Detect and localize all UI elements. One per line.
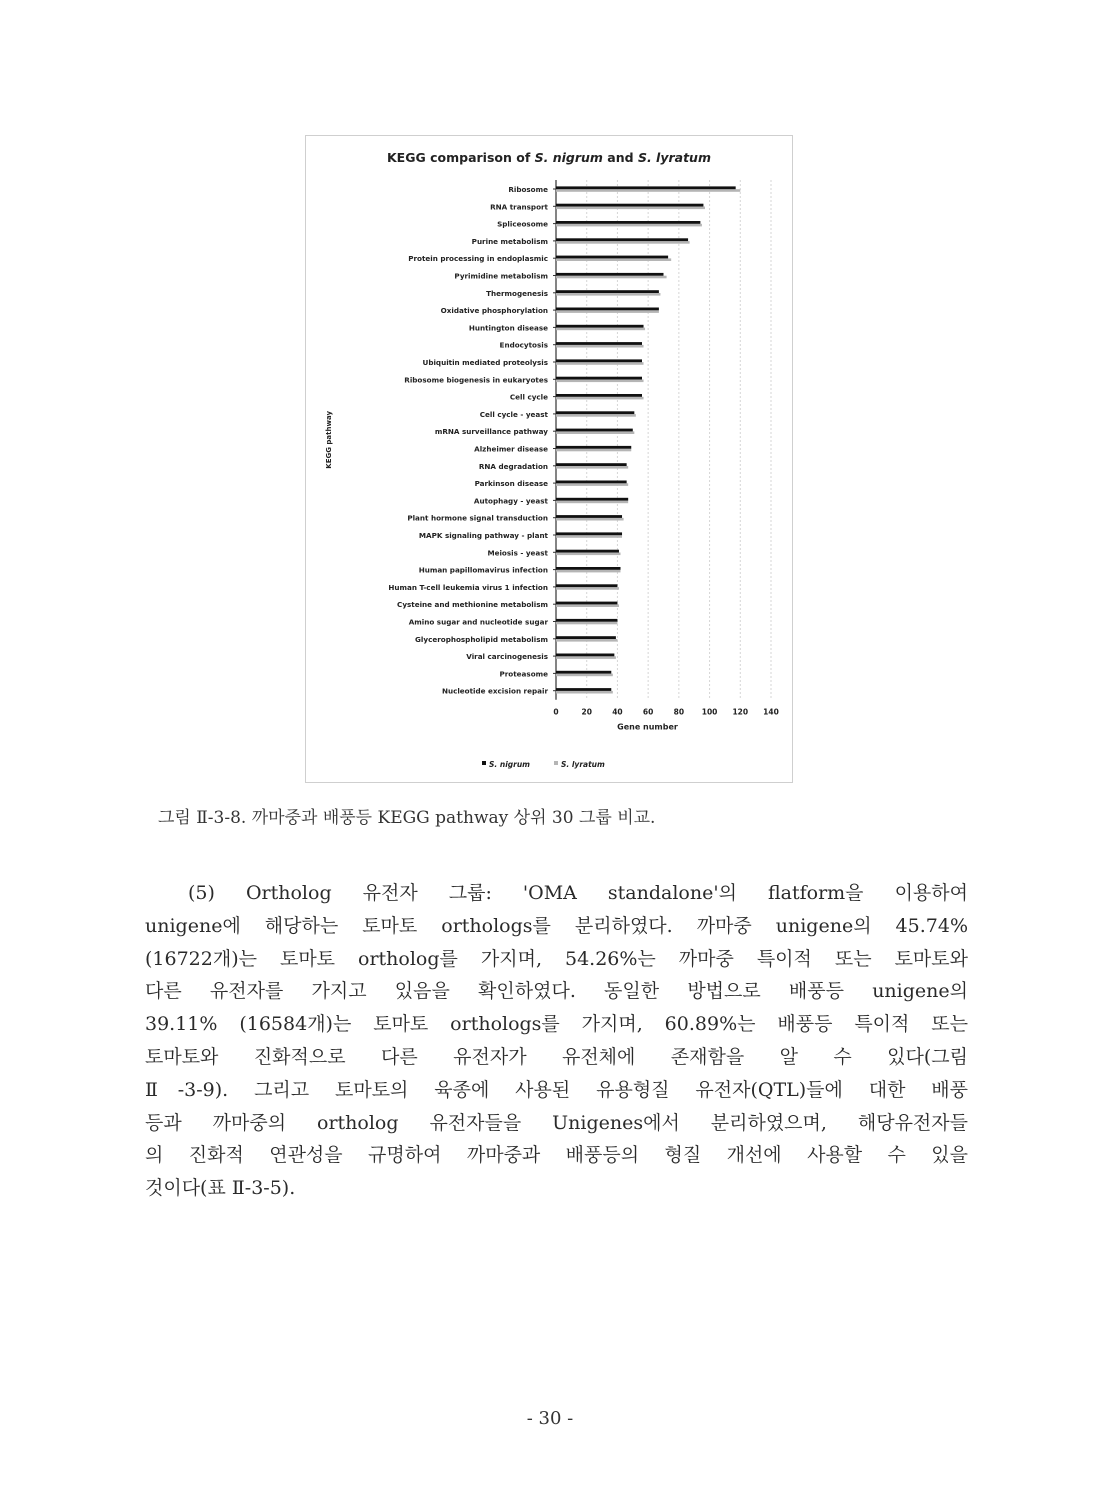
x-tick-label: 60 bbox=[642, 707, 654, 717]
x-tick-label: 120 bbox=[732, 707, 749, 717]
category-label: Ubiquitin mediated proteolysis bbox=[422, 358, 548, 367]
category-label: Cysteine and methionine metabolism bbox=[397, 600, 548, 610]
x-tick-label: 20 bbox=[581, 707, 592, 717]
bar-s-nigrum bbox=[556, 654, 614, 657]
category-label: Meiosis - yeast bbox=[487, 548, 548, 558]
bar-s-lyratum bbox=[556, 276, 667, 279]
bar-s-nigrum bbox=[556, 446, 631, 449]
category-label: Human papillomavirus infection bbox=[418, 565, 548, 575]
bar-s-lyratum bbox=[556, 207, 705, 210]
paragraph-line: (16722개)는 토마토 ortholog를 가지며, 54.26%는 까마중 특이적 또는 토마토와 bbox=[145, 947, 968, 970]
category-label: Purine metabolism bbox=[471, 236, 548, 246]
bar-s-nigrum bbox=[556, 290, 659, 293]
bar-s-lyratum bbox=[556, 622, 617, 625]
x-tick-label: 0 bbox=[553, 707, 559, 717]
category-label: Viral carcinogenesis bbox=[466, 652, 548, 662]
bar-s-nigrum bbox=[556, 325, 644, 328]
category-label: RNA degradation bbox=[478, 461, 548, 471]
category-label: Parkinson disease bbox=[474, 479, 548, 489]
category-label: Cell cycle bbox=[509, 392, 548, 402]
bar-s-nigrum bbox=[556, 342, 642, 345]
bar-s-lyratum bbox=[556, 604, 619, 607]
category-label: Protein processing in endoplasmic bbox=[408, 254, 548, 264]
figure-caption: 그림 Ⅱ-3-8. 까마중과 배풍등 KEGG pathway 상위 30 그룹 비교. bbox=[158, 808, 656, 828]
bar-s-lyratum bbox=[556, 570, 621, 573]
legend-swatch-s-lyratum bbox=[554, 761, 558, 765]
category-label: Amino sugar and nucleotide sugar bbox=[408, 617, 548, 627]
bar-s-lyratum bbox=[556, 449, 631, 452]
category-label: Huntington disease bbox=[468, 323, 548, 333]
bar-s-lyratum bbox=[556, 189, 740, 192]
category-label: Glycerophospholipid metabolism bbox=[415, 634, 548, 644]
bar-s-nigrum bbox=[556, 273, 664, 276]
bar-s-lyratum bbox=[556, 258, 671, 261]
bar-s-lyratum bbox=[556, 466, 628, 469]
bar-s-nigrum bbox=[556, 411, 634, 414]
paragraph-line: 것이다(표 Ⅱ-3-5). bbox=[145, 1177, 296, 1200]
category-label: Autophagy - yeast bbox=[473, 496, 548, 506]
category-label: RNA transport bbox=[490, 202, 548, 212]
category-label: Thermogenesis bbox=[486, 288, 548, 298]
bar-s-nigrum bbox=[556, 532, 622, 535]
category-label: Proteasome bbox=[499, 669, 548, 679]
category-label: Ribosome bbox=[508, 185, 548, 194]
bar-s-lyratum bbox=[556, 656, 616, 659]
bar-s-lyratum bbox=[556, 674, 613, 677]
x-tick-label: 140 bbox=[763, 707, 779, 717]
paragraph-line: Ⅱ-3-9). 그리고 토마토의 육종에 사용된 유용형질 유전자(QTL)들에 대한 배풍 bbox=[145, 1078, 968, 1101]
paragraph-line: unigene에 해당하는 토마토 orthologs를 분리하였다. 까마중 unigene의 45.74% bbox=[145, 914, 968, 937]
y-axis-label: KEGG pathway bbox=[325, 410, 333, 469]
bar-s-lyratum bbox=[556, 501, 628, 504]
bar-s-lyratum bbox=[556, 310, 659, 313]
bar-s-nigrum bbox=[556, 636, 616, 639]
bar-s-nigrum bbox=[556, 308, 659, 311]
category-label: Human T-cell leukemia virus 1 infection bbox=[388, 582, 548, 592]
bar-s-nigrum bbox=[556, 394, 642, 397]
bar-s-nigrum bbox=[556, 377, 642, 380]
bar-s-nigrum bbox=[556, 221, 700, 224]
figure-frame bbox=[305, 135, 793, 783]
bar-s-nigrum bbox=[556, 567, 621, 570]
bar-s-lyratum bbox=[556, 483, 628, 486]
paragraph-line: 다른 유전자를 가지고 있음을 확인하였다. 동일한 방법으로 배풍등 unigene의 bbox=[145, 980, 968, 1003]
x-tick-label: 100 bbox=[701, 707, 718, 717]
category-label: Spliceosome bbox=[497, 219, 548, 229]
bar-s-lyratum bbox=[556, 691, 613, 694]
bar-s-nigrum bbox=[556, 186, 736, 189]
bar-s-lyratum bbox=[556, 414, 636, 417]
bar-s-nigrum bbox=[556, 619, 617, 622]
x-tick-label: 40 bbox=[612, 707, 623, 717]
category-label: Oxidative phosphorylation bbox=[440, 306, 548, 316]
bar-s-nigrum bbox=[556, 359, 642, 362]
x-axis-label: Gene number bbox=[617, 722, 678, 732]
paragraph-line: 토마토와 진화적으로 다른 유전자가 유전체에 존재함을 알 수 있다(그림 bbox=[145, 1045, 968, 1068]
bar-s-lyratum bbox=[556, 380, 644, 383]
bar-s-lyratum bbox=[556, 518, 624, 521]
legend-label-s-lyratum: S. lyratum bbox=[561, 760, 605, 769]
paragraph-line: 의 진화적 연관성을 규명하여 까마중과 배풍등의 형질 개선에 사용할 수 있을 bbox=[145, 1144, 968, 1167]
category-label: MAPK signaling pathway - plant bbox=[418, 531, 548, 540]
bar-s-lyratum bbox=[556, 535, 622, 538]
bar-s-lyratum bbox=[556, 639, 617, 642]
category-label: Cell cycle - yeast bbox=[479, 409, 548, 419]
category-label: Pyrimidine metabolism bbox=[454, 271, 548, 281]
bar-s-lyratum bbox=[556, 397, 644, 400]
paragraph-line: 등과 까마중의 ortholog 유전자들을 Unigenes에서 분리하였으며, 해당유전자들 bbox=[145, 1111, 968, 1134]
bar-s-nigrum bbox=[556, 602, 617, 605]
page-number: - 30 - bbox=[526, 1408, 574, 1429]
bar-s-nigrum bbox=[556, 238, 688, 241]
category-label: Plant hormone signal transduction bbox=[407, 513, 548, 523]
legend-swatch-s-nigrum bbox=[482, 761, 486, 765]
legend-label-s-nigrum: S. nigrum bbox=[489, 760, 530, 769]
bar-s-nigrum bbox=[556, 429, 633, 432]
bar-s-lyratum bbox=[556, 345, 644, 348]
bar-s-lyratum bbox=[556, 587, 619, 590]
chart-title: KEGG comparison of S. nigrum and S. lyratum bbox=[387, 150, 711, 165]
bar-s-lyratum bbox=[556, 224, 702, 227]
category-label: mRNA surveillance pathway bbox=[434, 427, 548, 437]
bar-s-lyratum bbox=[556, 553, 621, 556]
kegg-bar-chart bbox=[306, 136, 792, 782]
bar-s-nigrum bbox=[556, 463, 627, 466]
bar-s-nigrum bbox=[556, 671, 611, 674]
bar-s-nigrum bbox=[556, 515, 622, 518]
category-label: Alzheimer disease bbox=[474, 444, 548, 454]
bar-s-lyratum bbox=[556, 362, 644, 365]
paragraph-line: 39.11% (16584개)는 토마토 orthologs를 가지며, 60.89%는 배풍등 특이적 또는 bbox=[145, 1013, 968, 1036]
bar-s-lyratum bbox=[556, 431, 634, 434]
bar-s-nigrum bbox=[556, 204, 703, 207]
bar-s-nigrum bbox=[556, 550, 619, 553]
paragraph-line: (5) Ortholog 유전자 그룹: 'OMA standalone'의 flatform을 이용하여 bbox=[188, 882, 968, 904]
bar-s-lyratum bbox=[556, 328, 645, 331]
bar-s-lyratum bbox=[556, 241, 690, 244]
bar-s-nigrum bbox=[556, 256, 668, 259]
category-label: Endocytosis bbox=[499, 340, 548, 350]
bar-s-nigrum bbox=[556, 688, 611, 691]
bar-s-lyratum bbox=[556, 293, 660, 296]
category-label: Ribosome biogenesis in eukaryotes bbox=[404, 375, 548, 385]
body-paragraph bbox=[145, 877, 968, 1205]
bar-s-nigrum bbox=[556, 584, 617, 587]
bar-s-nigrum bbox=[556, 498, 628, 501]
bar-s-nigrum bbox=[556, 481, 627, 484]
x-tick-label: 80 bbox=[673, 707, 685, 717]
category-label: Nucleotide excision repair bbox=[441, 686, 548, 696]
